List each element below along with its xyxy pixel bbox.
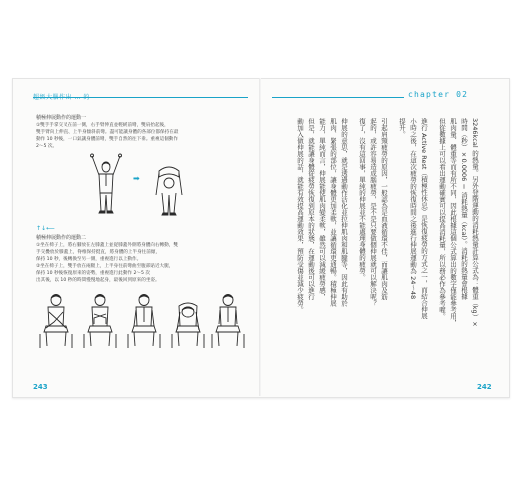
section1-line-3: 動作 10 秒後，一口氣讓身體前彎，雙手自然的往下垂。重複這個動作 (36, 137, 178, 142)
section1-line-2: 雙手臂向上伸直、上半身傾斜前彎。盡可能讓身體的各部位都保持在最 (36, 130, 179, 135)
body-column-15: 動加入做伸展的話，就能有效提高運動效果，預防受傷並減少疲勞。 (296, 118, 304, 313)
section2-title: 積極伸展動作的運動二 (36, 235, 87, 241)
page-number-left: 243 (33, 383, 48, 391)
header-rule-right (272, 97, 404, 98)
section2-line-5: 保持 10 秒後恢復原來的姿勢，重複進行此動作 2～5 次 (36, 271, 151, 276)
body-column-7: 提升。 (398, 118, 406, 138)
section2-line-2: 手交疊放於膝蓋上，脊椎保持挺直，將身體的上半身往前傾， (36, 250, 161, 255)
section2-line-4: ②坐在椅子上，雙手放在兩腿上，上半身往前彎曲至腹部貼近大腿， (36, 264, 174, 269)
running-header-right: chapter 02 (408, 90, 469, 99)
section1-line-4: 2～5 次。 (36, 144, 58, 149)
sequence-arrow-icon: ➡ (133, 174, 140, 183)
body-column-9: 起的，或許容易造成腦疲勞，是不是只要做個伸展就可以解決呢？ (369, 118, 377, 307)
seated-twist-illustration-2 (80, 292, 120, 350)
body-column-2: 時間（秒）×0.0006 ＝ 消耗熱量（kcal）。消耗的熱量會根據 (460, 118, 468, 300)
section2-line-3: 保持 10 秒，後轉換至另一側，重複進行以上動作。 (36, 257, 142, 262)
section1-title: 積極伸展動作的運動一 (36, 115, 87, 121)
step-marker-icon: ↑↓⟵ (36, 225, 55, 232)
body-column-6: 小時之後，在這次疲勞的恢復時間之後進行伸展運動為 24～48 (409, 118, 417, 300)
seated-upright-illustration-5 (208, 292, 248, 350)
body-column-1: 3246kcal 的熱量。另外登階運動的消耗熱量計算公式為：體重（kg）× (471, 118, 479, 329)
forward-bend-illustration (150, 165, 188, 217)
body-column-14: 但是，就能讓身體從疲勞恢復到原本的狀態，在運動後可以進行 (307, 118, 315, 300)
section2-line-1: ①坐在椅子上，將右腳放在左膝蓋上並從膝蓋外側將身體向右轉動，雙 (36, 243, 178, 248)
book-gutter (259, 78, 261, 396)
seated-forward-bend-illustration-4 (168, 292, 208, 350)
standing-stretch-illustration (86, 153, 126, 217)
body-column-3: 肌肉量、體重等而有所不同，因此根據這個公式算出的數字僅能參考用， (449, 118, 457, 326)
body-column-13: 能力，單純而言，伸展能使肌肉變柔軟，雖然可以減緩疲勞感， (318, 118, 326, 300)
body-column-8: 引起肩頸疲勞的原因，一般認為是血液循環不佳，而讓肌肉及筋 (380, 118, 388, 300)
seated-stretch-illustration-3 (124, 292, 164, 350)
section2-line-6: 出其後，以 10 秒的時間慢慢地起身，最後回到原來的坐姿。 (36, 278, 160, 283)
body-column-4: 但從數據上可以看出運動確實可以提高消耗量，所以務必作為參考喔。 (438, 118, 446, 320)
body-column-10: 復了，沒有這回事，單純的伸展並不能處理身體的疲勞。 (358, 118, 366, 281)
body-column-11: 伸展的意思，就是透過動作活化並拉伸肌肉和肌腱等，因此有助於 (340, 118, 348, 307)
seated-twist-illustration-1 (36, 292, 76, 350)
body-column-5: 進行 Active Rest（積極性休息）是恢復疲勞的方式之一，而結合伸展 (420, 118, 428, 319)
page-number-right: 242 (477, 383, 492, 391)
section1-line-1: ①雙手手掌交叉在前一側，右手臂伸直並輕緩前彎，雙肩抬起後， (36, 123, 169, 128)
header-rule-left (33, 97, 248, 98)
body-column-12: 肌肉、緊張的部位，讓身體更加柔軟，並讓循環更通暢。積極伸展 (329, 118, 337, 307)
